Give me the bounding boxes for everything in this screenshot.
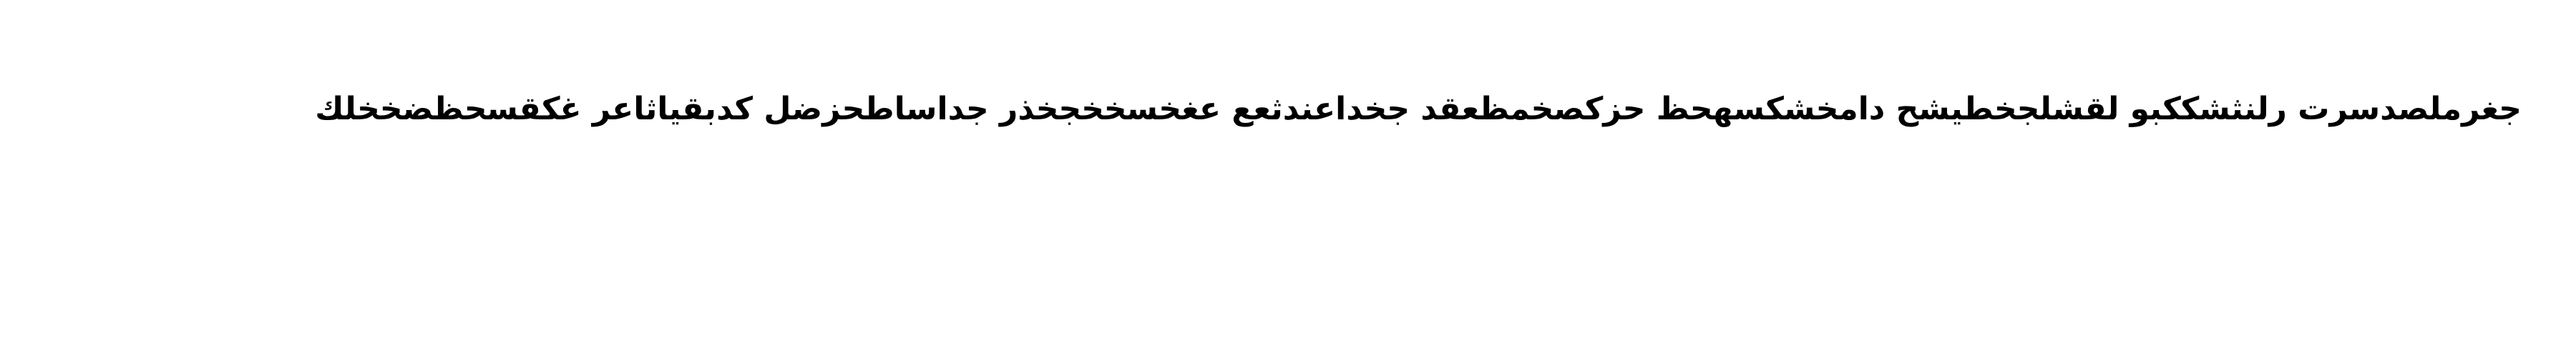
arabic-text-line: جغرملصدسرت رلنثشككبو لقشلجخطيشح دامخشكسهحظ حزكصخمظعقد جخداعندثعع عغخسخخجخذر جداساطحزضل كدبقياثاعر غكقسحظضخخلك xyxy=(315,91,2522,127)
